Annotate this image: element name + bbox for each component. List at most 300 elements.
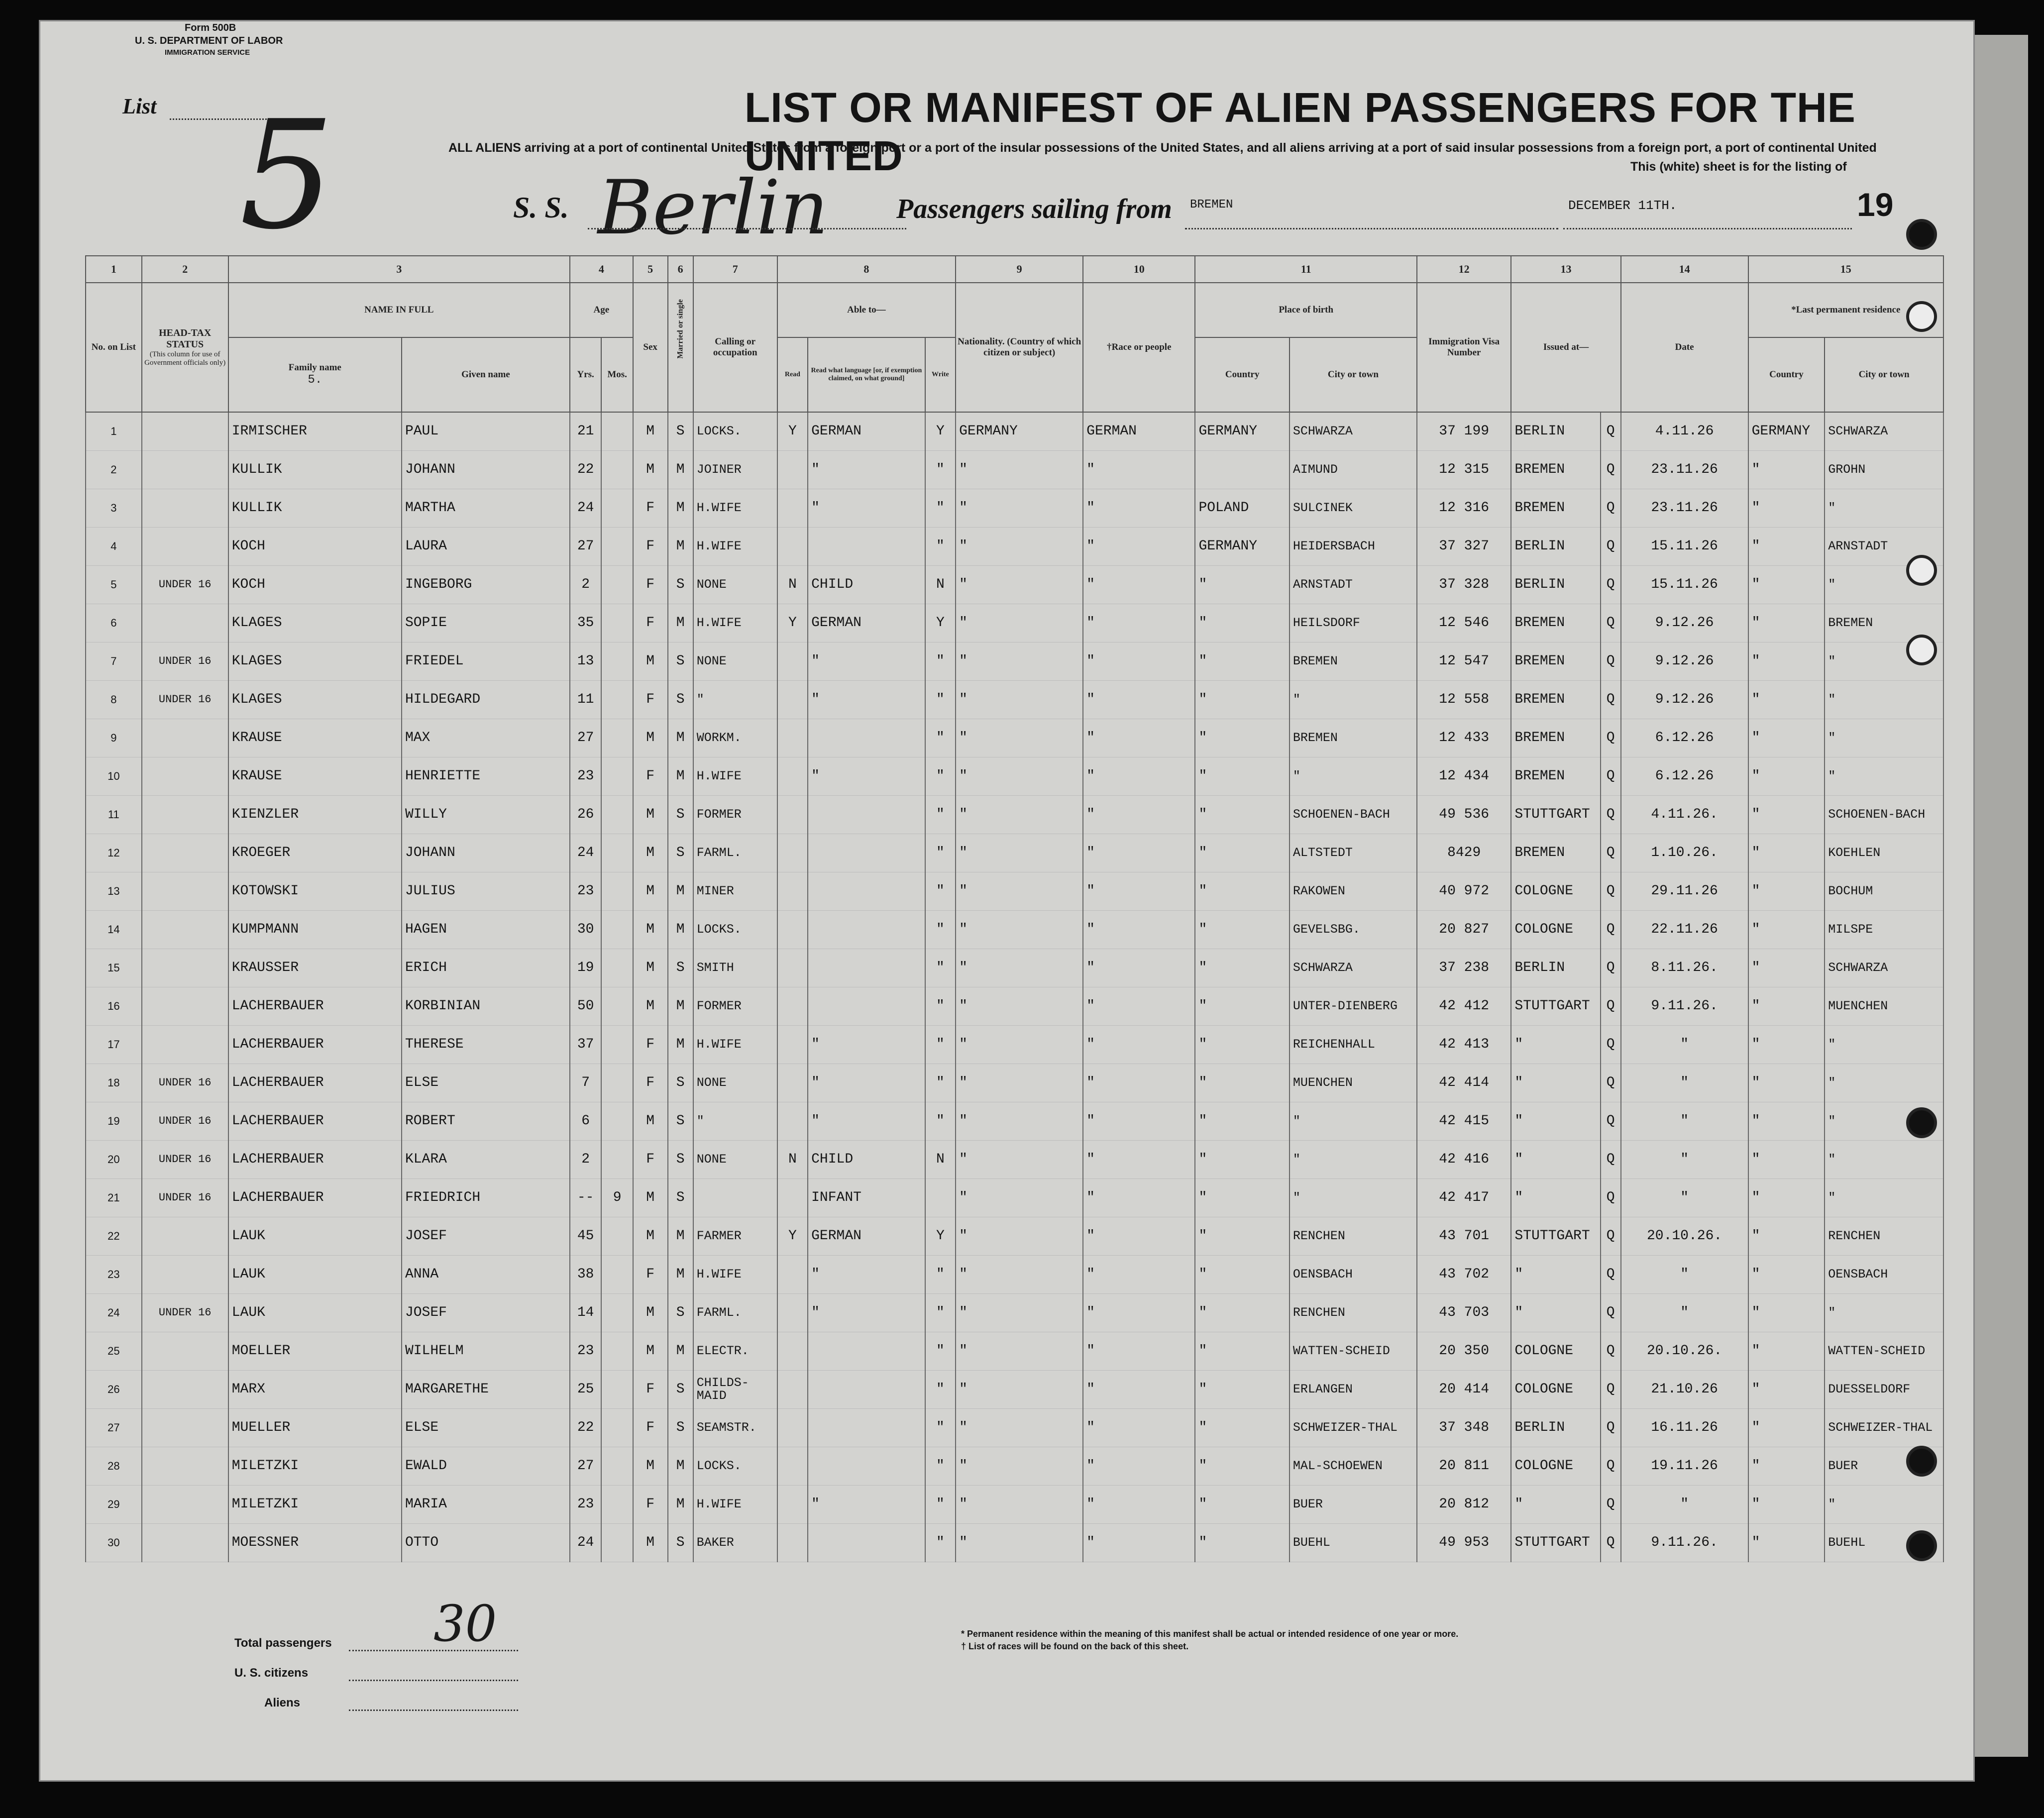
age-years-cell: 27 xyxy=(570,1447,601,1486)
issued-at-cell: " xyxy=(1511,1179,1600,1217)
visa-date-cell: 9.11.26. xyxy=(1621,987,1748,1026)
colnum-13: 13 xyxy=(1511,256,1620,283)
age-months-cell xyxy=(601,489,633,528)
marital-status-cell: S xyxy=(668,1371,693,1409)
head-tax-status-cell xyxy=(142,604,228,642)
quota-mark-cell: Q xyxy=(1601,1371,1621,1409)
row-number-cell: 24 xyxy=(86,1294,142,1332)
quota-mark-cell: Q xyxy=(1601,528,1621,566)
issued-at-cell: " xyxy=(1511,1141,1600,1179)
permanent-residence-note: * Permanent residence within the meaning of this manifest shall be actual or intended residence of one year or more. xyxy=(961,1629,1459,1639)
age-months-cell xyxy=(601,719,633,757)
visa-number-cell: 42 415 xyxy=(1417,1102,1511,1141)
age-years-cell: 22 xyxy=(570,1409,601,1447)
birth-country-cell: " xyxy=(1195,1524,1289,1562)
read-header: Read xyxy=(777,337,808,412)
residence-city-cell: SCHWARZA xyxy=(1825,412,1943,451)
marital-status-cell: S xyxy=(668,1064,693,1102)
sex-cell: F xyxy=(633,1256,668,1294)
occupation-cell: CHILDS-MAID xyxy=(693,1371,777,1409)
birth-country-cell: " xyxy=(1195,681,1289,719)
race-cell: " xyxy=(1083,834,1195,872)
age-years-cell: 7 xyxy=(570,1064,601,1102)
race-cell: " xyxy=(1083,949,1195,987)
can-write-cell: " xyxy=(925,642,956,681)
read-language-cell xyxy=(808,834,925,872)
can-write-cell: " xyxy=(925,451,956,489)
marital-status-cell: M xyxy=(668,1026,693,1064)
age-months-cell xyxy=(601,872,633,911)
service-label: IMMIGRATION SERVICE xyxy=(165,48,250,57)
sailing-port: BREMEN xyxy=(1190,198,1233,212)
birth-city-cell: SCHWARZA xyxy=(1290,412,1417,451)
residence-country-cell: " xyxy=(1748,489,1825,528)
age-years-cell: 2 xyxy=(570,1141,601,1179)
colnum-1: 1 xyxy=(86,256,142,283)
aliens-label: Aliens xyxy=(264,1696,301,1710)
issued-at-header: Issued at— xyxy=(1511,283,1620,412)
visa-number-cell: 42 414 xyxy=(1417,1064,1511,1102)
marital-status-cell: M xyxy=(668,1256,693,1294)
nationality-cell: " xyxy=(956,1256,1083,1294)
visa-number-cell: 20 827 xyxy=(1417,911,1511,949)
can-write-cell: Y xyxy=(925,1217,956,1256)
residence-country-cell: " xyxy=(1748,1294,1825,1332)
head-tax-header xyxy=(142,283,228,412)
sex-cell: F xyxy=(633,566,668,604)
sex-cell: M xyxy=(633,987,668,1026)
nationality-cell: " xyxy=(956,911,1083,949)
table-row xyxy=(86,681,1943,719)
birth-city-cell: HEILSDORF xyxy=(1290,604,1417,642)
form-number: Form 500B xyxy=(185,22,236,33)
given-name-header: Given name xyxy=(402,337,570,412)
head-tax-status-cell xyxy=(142,1447,228,1486)
read-language-cell: GERMAN xyxy=(808,604,925,642)
birth-country-cell: " xyxy=(1195,1179,1289,1217)
birth-country-cell: " xyxy=(1195,1256,1289,1294)
colnum-11: 11 xyxy=(1195,256,1417,283)
age-months-cell xyxy=(601,681,633,719)
birth-country-cell: " xyxy=(1195,1447,1289,1486)
ship-underline xyxy=(588,228,906,229)
age-years-cell: 6 xyxy=(570,1102,601,1141)
nationality-cell: " xyxy=(956,1371,1083,1409)
visa-number-cell: 12 558 xyxy=(1417,681,1511,719)
can-write-cell: " xyxy=(925,1371,956,1409)
age-years-cell: 25 xyxy=(570,1371,601,1409)
quota-mark-cell: Q xyxy=(1601,757,1621,796)
visa-number-cell: 42 412 xyxy=(1417,987,1511,1026)
nationality-cell: " xyxy=(956,489,1083,528)
occupation-cell: BAKER xyxy=(693,1524,777,1562)
visa-date-cell: 20.10.26. xyxy=(1621,1332,1748,1371)
head-tax-status-cell xyxy=(142,489,228,528)
quota-mark-cell: Q xyxy=(1601,949,1621,987)
row-number-cell: 17 xyxy=(86,1026,142,1064)
quota-mark-cell: Q xyxy=(1601,719,1621,757)
family-name-cell: MOESSNER xyxy=(228,1524,402,1562)
given-name-cell: WILLY xyxy=(402,796,570,834)
family-name-cell: MOELLER xyxy=(228,1332,402,1371)
issued-at-cell: BREMEN xyxy=(1511,681,1600,719)
can-write-cell: " xyxy=(925,987,956,1026)
sex-cell: F xyxy=(633,1486,668,1524)
can-read-cell xyxy=(777,1332,808,1371)
residence-city-cell: BUER xyxy=(1825,1447,1943,1486)
birth-country-cell: " xyxy=(1195,1371,1289,1409)
read-language-cell: " xyxy=(808,642,925,681)
can-read-cell xyxy=(777,872,808,911)
occupation-cell: MINER xyxy=(693,872,777,911)
head-tax-status-cell xyxy=(142,1256,228,1294)
visa-date-cell: " xyxy=(1621,1102,1748,1141)
write-header: Write xyxy=(925,337,956,412)
birth-country-cell: " xyxy=(1195,1026,1289,1064)
colnum-15: 15 xyxy=(1748,256,1943,283)
quota-mark-cell: Q xyxy=(1601,911,1621,949)
row-number-cell: 7 xyxy=(86,642,142,681)
nationality-cell: " xyxy=(956,1447,1083,1486)
visa-number-cell: 37 238 xyxy=(1417,949,1511,987)
age-months-cell xyxy=(601,412,633,451)
sex-cell: F xyxy=(633,528,668,566)
quota-mark-cell: Q xyxy=(1601,489,1621,528)
issued-at-cell: BERLIN xyxy=(1511,949,1600,987)
race-cell: " xyxy=(1083,528,1195,566)
issued-at-cell: COLOGNE xyxy=(1511,1447,1600,1486)
table-row xyxy=(86,1179,1943,1217)
can-write-cell: " xyxy=(925,949,956,987)
issued-at-cell: COLOGNE xyxy=(1511,1371,1600,1409)
visa-date-header: Date xyxy=(1621,283,1748,412)
race-cell: " xyxy=(1083,489,1195,528)
read-language-cell: " xyxy=(808,1256,925,1294)
quota-mark-cell: Q xyxy=(1601,1217,1621,1256)
given-name-cell: HENRIETTE xyxy=(402,757,570,796)
birth-country-cell: " xyxy=(1195,1409,1289,1447)
can-write-cell: " xyxy=(925,1102,956,1141)
sex-cell: M xyxy=(633,872,668,911)
row-number-cell: 27 xyxy=(86,1409,142,1447)
age-months-cell xyxy=(601,1332,633,1371)
residence-country-cell: " xyxy=(1748,1409,1825,1447)
age-months-cell xyxy=(601,1064,633,1102)
issued-at-cell: COLOGNE xyxy=(1511,872,1600,911)
marital-status-cell: M xyxy=(668,911,693,949)
head-tax-status-cell xyxy=(142,872,228,911)
visa-date-cell: 9.12.26 xyxy=(1621,642,1748,681)
birth-city-cell: BUER xyxy=(1290,1486,1417,1524)
colnum-10: 10 xyxy=(1083,256,1195,283)
issued-at-cell: BREMEN xyxy=(1511,757,1600,796)
can-read-cell xyxy=(777,834,808,872)
visa-number-cell: 37 199 xyxy=(1417,412,1511,451)
nationality-cell: " xyxy=(956,719,1083,757)
quota-mark-cell: Q xyxy=(1601,642,1621,681)
can-write-cell: N xyxy=(925,566,956,604)
issued-at-cell: " xyxy=(1511,1294,1600,1332)
can-read-cell xyxy=(777,489,808,528)
race-cell: " xyxy=(1083,1256,1195,1294)
table-row xyxy=(86,1371,1943,1409)
age-years-cell: 21 xyxy=(570,412,601,451)
head-tax-status-cell xyxy=(142,412,228,451)
age-years-cell: 26 xyxy=(570,796,601,834)
occupation-cell: H.WIFE xyxy=(693,1486,777,1524)
read-language-cell: " xyxy=(808,1486,925,1524)
row-number-cell: 1 xyxy=(86,412,142,451)
binder-hole xyxy=(1906,635,1937,665)
family-name-cell: KOCH xyxy=(228,566,402,604)
nationality-cell: GERMANY xyxy=(956,412,1083,451)
birth-city-cell: ARNSTADT xyxy=(1290,566,1417,604)
row-number-cell: 28 xyxy=(86,1447,142,1486)
residence-country-cell: " xyxy=(1748,1332,1825,1371)
quota-mark-cell: Q xyxy=(1601,1409,1621,1447)
visa-number-cell: 37 327 xyxy=(1417,528,1511,566)
sex-cell: F xyxy=(633,1141,668,1179)
visa-date-cell: " xyxy=(1621,1026,1748,1064)
occupation-cell: " xyxy=(693,681,777,719)
quota-mark-cell: Q xyxy=(1601,604,1621,642)
occupation-cell: H.WIFE xyxy=(693,604,777,642)
residence-city-cell: OENSBACH xyxy=(1825,1256,1943,1294)
table-header xyxy=(86,256,1943,412)
residence-city-cell: SCHWARZA xyxy=(1825,949,1943,987)
residence-country-cell: " xyxy=(1748,719,1825,757)
head-tax-status-cell xyxy=(142,1524,228,1562)
race-list-note: † List of races will be found on the back of this sheet. xyxy=(961,1641,1189,1651)
can-write-cell: Y xyxy=(925,412,956,451)
table-row xyxy=(86,719,1943,757)
read-language-cell: " xyxy=(808,1064,925,1102)
binder-hole xyxy=(1906,1530,1937,1561)
marital-status-cell: S xyxy=(668,566,693,604)
occupation-cell: SEAMSTR. xyxy=(693,1409,777,1447)
residence-country-cell: " xyxy=(1748,757,1825,796)
visa-date-cell: 23.11.26 xyxy=(1621,489,1748,528)
race-cell: " xyxy=(1083,1294,1195,1332)
visa-date-cell: 15.11.26 xyxy=(1621,528,1748,566)
row-number-cell: 6 xyxy=(86,604,142,642)
nationality-cell: " xyxy=(956,1409,1083,1447)
read-language-cell xyxy=(808,1332,925,1371)
visa-date-cell: 4.11.26. xyxy=(1621,796,1748,834)
table-row xyxy=(86,412,1943,451)
birth-city-cell: WATTEN-SCHEID xyxy=(1290,1332,1417,1371)
visa-number-cell: 12 434 xyxy=(1417,757,1511,796)
issued-at-cell: " xyxy=(1511,1026,1600,1064)
family-name-cell: KLAGES xyxy=(228,604,402,642)
age-years-cell: 45 xyxy=(570,1217,601,1256)
row-number-cell: 13 xyxy=(86,872,142,911)
age-years-cell: 23 xyxy=(570,757,601,796)
age-months-cell xyxy=(601,949,633,987)
race-cell: " xyxy=(1083,1524,1195,1562)
residence-country-cell: " xyxy=(1748,566,1825,604)
marital-status-cell: S xyxy=(668,1524,693,1562)
race-cell: " xyxy=(1083,451,1195,489)
head-tax-status-cell: UNDER 16 xyxy=(142,1102,228,1141)
given-name-cell: JULIUS xyxy=(402,872,570,911)
nationality-cell: " xyxy=(956,872,1083,911)
quota-mark-cell: Q xyxy=(1601,451,1621,489)
nationality-cell: " xyxy=(956,1524,1083,1562)
birth-country-cell: GERMANY xyxy=(1195,528,1289,566)
sex-cell: M xyxy=(633,911,668,949)
birth-city-cell: RENCHEN xyxy=(1290,1217,1417,1256)
visa-number-cell: 42 416 xyxy=(1417,1141,1511,1179)
visa-number-cell: 40 972 xyxy=(1417,872,1511,911)
can-read-cell xyxy=(777,1026,808,1064)
age-years-cell: 24 xyxy=(570,489,601,528)
birth-city-cell: BREMEN xyxy=(1290,719,1417,757)
family-name-cell: KROEGER xyxy=(228,834,402,872)
occupation-cell: SMITH xyxy=(693,949,777,987)
colnum-4: 4 xyxy=(570,256,633,283)
can-read-cell xyxy=(777,1294,808,1332)
table-row xyxy=(86,1256,1943,1294)
age-months-cell xyxy=(601,1524,633,1562)
residence-country-cell: " xyxy=(1748,1102,1825,1141)
given-name-cell: MARGARETHE xyxy=(402,1371,570,1409)
sex-cell: M xyxy=(633,949,668,987)
nationality-cell: " xyxy=(956,566,1083,604)
table-row xyxy=(86,1064,1943,1102)
table-row xyxy=(86,528,1943,566)
head-tax-status-cell xyxy=(142,1026,228,1064)
residence-city-header: City or town xyxy=(1825,337,1943,412)
can-write-cell: " xyxy=(925,872,956,911)
residence-city-cell: " xyxy=(1825,1026,1943,1064)
read-language-cell xyxy=(808,796,925,834)
family-name-header xyxy=(228,337,402,412)
age-months-cell xyxy=(601,1447,633,1486)
birth-country-cell: " xyxy=(1195,757,1289,796)
table-row xyxy=(86,642,1943,681)
nationality-cell: " xyxy=(956,834,1083,872)
occupation-cell: LOCKS. xyxy=(693,1447,777,1486)
colnum-8: 8 xyxy=(777,256,956,283)
birth-city-cell: ALTSTEDT xyxy=(1290,834,1417,872)
quota-mark-cell: Q xyxy=(1601,796,1621,834)
nationality-cell: " xyxy=(956,1294,1083,1332)
read-language-cell: GERMAN xyxy=(808,1217,925,1256)
can-read-cell xyxy=(777,719,808,757)
issued-at-cell: BREMEN xyxy=(1511,489,1600,528)
given-name-cell: JOHANN xyxy=(402,451,570,489)
residence-city-cell: " xyxy=(1825,681,1943,719)
birth-city-cell: OENSBACH xyxy=(1290,1256,1417,1294)
place-of-birth-header: Place of birth xyxy=(1195,283,1417,337)
sex-cell: M xyxy=(633,642,668,681)
can-read-cell xyxy=(777,1064,808,1102)
residence-country-cell: " xyxy=(1748,987,1825,1026)
quota-mark-cell: Q xyxy=(1601,1256,1621,1294)
sex-cell: M xyxy=(633,1179,668,1217)
row-number-cell: 15 xyxy=(86,949,142,987)
age-months-cell: 9 xyxy=(601,1179,633,1217)
age-months-cell xyxy=(601,757,633,796)
residence-city-cell: WATTEN-SCHEID xyxy=(1825,1332,1943,1371)
visa-number-cell: 37 348 xyxy=(1417,1409,1511,1447)
given-name-cell: EWALD xyxy=(402,1447,570,1486)
residence-country-cell: GERMANY xyxy=(1748,412,1825,451)
row-number-cell: 18 xyxy=(86,1064,142,1102)
table-row xyxy=(86,1447,1943,1486)
date-underline xyxy=(1563,228,1852,229)
issued-at-cell: COLOGNE xyxy=(1511,911,1600,949)
age-years-cell: 27 xyxy=(570,719,601,757)
nationality-cell: " xyxy=(956,796,1083,834)
race-cell: " xyxy=(1083,1217,1195,1256)
residence-country-cell: " xyxy=(1748,911,1825,949)
head-tax-status-cell xyxy=(142,528,228,566)
instruction-line-2: This (white) sheet is for the listing of xyxy=(1630,160,1847,174)
marital-status-cell: S xyxy=(668,949,693,987)
birth-country-cell: " xyxy=(1195,834,1289,872)
family-name-cell: LACHERBAUER xyxy=(228,1141,402,1179)
quota-mark-cell: Q xyxy=(1601,1447,1621,1486)
age-years-cell: 2 xyxy=(570,566,601,604)
race-cell: " xyxy=(1083,872,1195,911)
table-row xyxy=(86,1102,1943,1141)
family-name-cell: MILETZKI xyxy=(228,1447,402,1486)
age-months-cell xyxy=(601,566,633,604)
read-language-cell: " xyxy=(808,489,925,528)
quota-mark-cell: Q xyxy=(1601,1141,1621,1179)
given-name-cell: ELSE xyxy=(402,1064,570,1102)
visa-number-cell: 20 811 xyxy=(1417,1447,1511,1486)
married-header xyxy=(668,283,693,412)
binder-hole xyxy=(1906,555,1937,586)
quota-mark-cell: Q xyxy=(1601,1294,1621,1332)
family-name-cell: LACHERBAUER xyxy=(228,1179,402,1217)
read-language-cell xyxy=(808,528,925,566)
visa-date-cell: " xyxy=(1621,1294,1748,1332)
age-years-cell: -- xyxy=(570,1179,601,1217)
can-read-cell xyxy=(777,911,808,949)
issued-at-cell: STUTTGART xyxy=(1511,1217,1600,1256)
table-row xyxy=(86,949,1943,987)
marital-status-cell: M xyxy=(668,489,693,528)
name-in-full-header: NAME IN FULL xyxy=(228,283,570,337)
can-write-cell: Y xyxy=(925,604,956,642)
issued-at-cell: " xyxy=(1511,1486,1600,1524)
quota-mark-cell: Q xyxy=(1601,1332,1621,1371)
age-mos-header: Mos. xyxy=(601,337,633,412)
residence-city-cell: ARNSTADT xyxy=(1825,528,1943,566)
issued-at-cell: STUTTGART xyxy=(1511,1524,1600,1562)
residence-city-cell: KOEHLEN xyxy=(1825,834,1943,872)
birth-city-cell: GEVELSBG. xyxy=(1290,911,1417,949)
birth-city-cell: " xyxy=(1290,1179,1417,1217)
residence-country-cell: " xyxy=(1748,834,1825,872)
race-cell: " xyxy=(1083,1409,1195,1447)
table-row xyxy=(86,1486,1943,1524)
birth-city-cell: SCHWARZA xyxy=(1290,949,1417,987)
can-write-cell xyxy=(925,1179,956,1217)
calling-header: Calling or occupation xyxy=(693,283,777,412)
read-language-cell: CHILD xyxy=(808,1141,925,1179)
head-tax-title: HEAD-TAX STATUS xyxy=(159,327,212,350)
birth-city-cell: AIMUND xyxy=(1290,451,1417,489)
occupation-cell: NONE xyxy=(693,1064,777,1102)
visa-date-cell: " xyxy=(1621,1179,1748,1217)
age-years-cell: 50 xyxy=(570,987,601,1026)
head-tax-status-cell xyxy=(142,757,228,796)
